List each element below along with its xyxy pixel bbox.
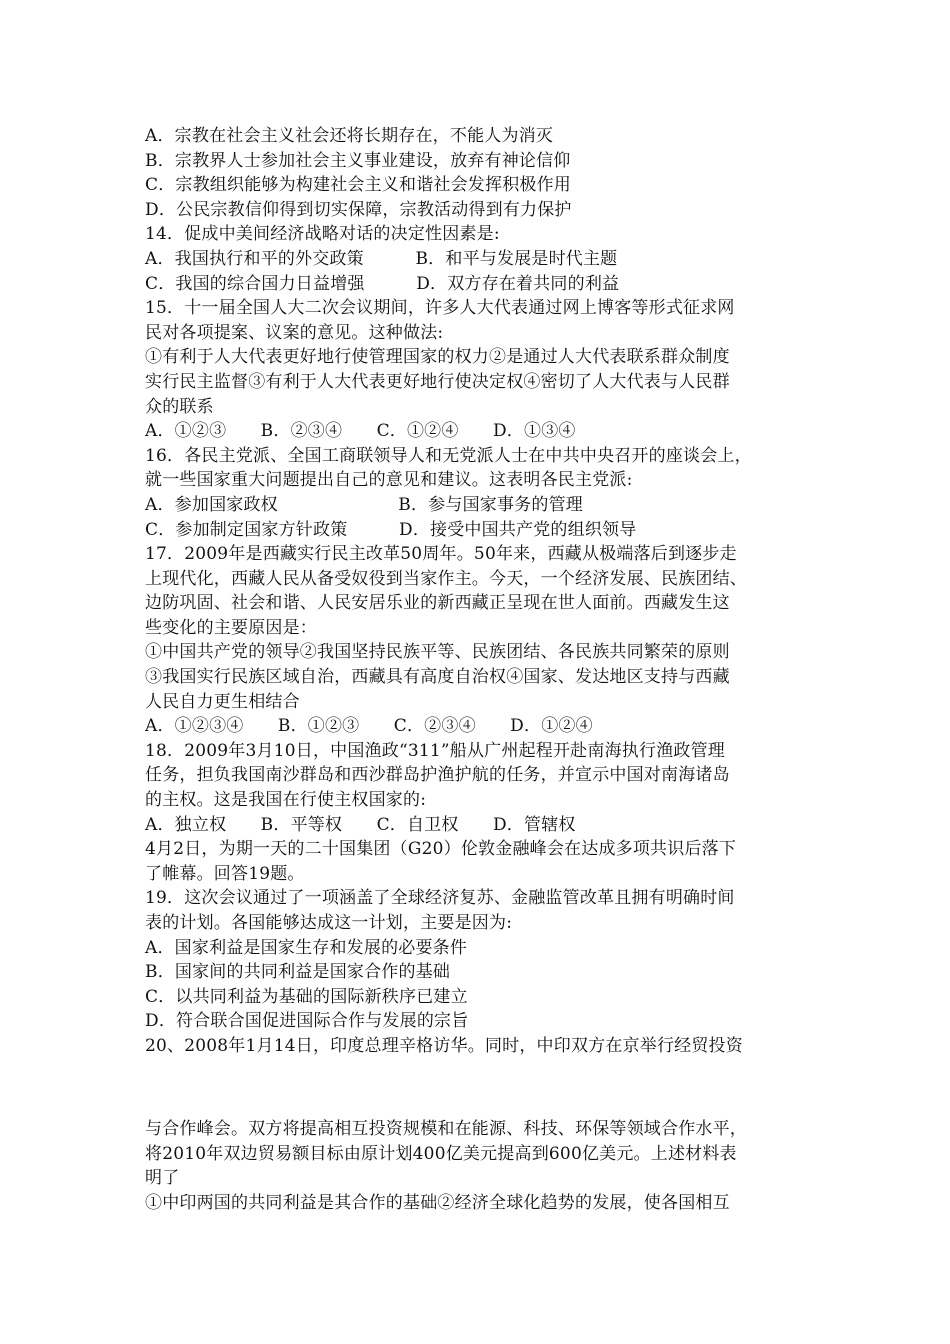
question-19-option-a: A．国家利益是国家生存和发展的必要条件: [145, 937, 468, 958]
question-20-stem: 与合作峰会。双方将提高相互投资规模和在能源、科技、环保等领域合作水平，: [145, 1119, 747, 1139]
question-16-options: C．参加制定国家方针政策 D．接受中国共产党的组织领导: [145, 519, 637, 540]
question-15-stem: 15．十一届全国人大二次会议期间，许多人大代表通过网上博客等形式征求网: [145, 298, 735, 319]
question-19-option-c: C．以共同利益为基础的国际新秩序已建立: [145, 986, 468, 1007]
question-15-statements: 实行民主监督③有利于人大代表更好地行使决定权④密切了人大代表与人民群: [145, 371, 730, 392]
question-20-statements: ①中印两国的共同利益是其合作的基础②经济全球化趋势的发展，使各国相互: [145, 1192, 730, 1213]
question-19-option-d: D．符合联合国促进国际合作与发展的宗旨: [145, 1011, 469, 1032]
question-20-stem: 明了: [145, 1168, 180, 1189]
question-20-stem: 将2010年双边贸易额目标由原计划400亿美元提高到600亿美元。上述材料表: [145, 1143, 737, 1164]
question-15-statements: 众的联系: [145, 396, 214, 417]
text-line: C．宗教组织能够为构建社会主义和谐社会发挥积极作用: [145, 175, 572, 196]
question-17-stem: 上现代化，西藏人民从备受奴役到当家作主。今天，一个经济发展、民族团结、: [145, 568, 747, 589]
question-16-options: A．参加国家政权 B．参与国家事务的管理: [145, 494, 583, 515]
question-16-stem: 16．各民主党派、全国工商联领导人和无党派人士在中共中央召开的座谈会上，: [145, 445, 752, 466]
text-line: A．宗教在社会主义社会还将长期存在，不能人为消灭: [145, 126, 554, 146]
question-14-options: A．我国执行和平的外交政策 B．和平与发展是时代主题: [145, 248, 618, 269]
question-17-stem: 边防巩固、社会和谐、人民安居乐业的新西藏正呈现在世人面前。西藏发生这: [145, 593, 730, 614]
text-line: D．公民宗教信仰得到切实保障，宗教活动得到有力保护: [145, 199, 572, 220]
question-15-statements: ①有利于人大代表更好地行使管理国家的权力②是通过人大代表联系群众制度: [145, 347, 730, 368]
question-19-stem: 表的计划。各国能够达成这一计划，主要是因为:: [145, 913, 513, 933]
question-17-statements: ①中国共产党的领导②我国坚持民族平等、民族团结、各民族共同繁荣的原则: [145, 642, 730, 663]
question-15-options: A．①②③ B．②③④ C．①②④ D．①③④: [145, 421, 576, 442]
question-16-stem: 就一些国家重大问题提出自己的意见和建议。这表明各民主党派:: [145, 470, 633, 491]
question-17-options: A．①②③④ B．①②③ C．②③④ D．①②④: [145, 716, 593, 737]
question-17-statements: ③我国实行民族区域自治，西藏具有高度自治权④国家、发达地区支持与西藏: [145, 667, 730, 688]
question-19-option-b: B．国家间的共同利益是国家合作的基础: [145, 962, 451, 983]
question-14-stem: 14．促成中美间经济战略对话的决定性因素是:: [145, 224, 500, 245]
question-15-stem: 民对各项提案、议案的意见。这种做法:: [145, 322, 444, 343]
question-18-options: A．独立权 B．平等权 C．自卫权 D．管辖权: [145, 814, 576, 835]
text-line: B．宗教界人士参加社会主义事业建设，放弃有神论信仰: [145, 150, 571, 171]
questions-block-top: [145, 124, 825, 1059]
question-17-stem: 17．2009年是西藏实行民主改革50周年。50年来，西藏从极端落后到逐步走: [145, 544, 737, 565]
question-17-stem: 些变化的主要原因是：: [145, 617, 317, 638]
question-17-statements: 人民自力更生相结合: [145, 691, 300, 712]
question-20-stem: 20、2008年1月14日，印度总理辛格访华。同时，中印双方在京举行经贸投资: [145, 1035, 743, 1056]
questions-block-bottom: [145, 1117, 825, 1215]
question-14-options: C．我国的综合国力日益增强 D．双方存在着共同的利益: [145, 273, 620, 294]
question-18-stem: 18．2009年3月10日，中国渔政“311”船从广州起程开赴南海执行渔政管理: [145, 740, 725, 761]
question-19-stem: 19．这次会议通过了一项涵盖了全球经济复苏、金融监管改革且拥有明确时间: [145, 888, 735, 909]
material-g20: 了帷幕。回答19题。: [145, 863, 305, 884]
question-18-stem: 任务，担负我国南沙群岛和西沙群岛护渔护航的任务，并宣示中国对南海诸岛: [145, 765, 730, 786]
material-g20: 4月2日，为期一天的二十国集团（G20）伦敦金融峰会在达成多项共识后落下: [145, 839, 737, 860]
question-18-stem: 的主权。这是我国在行使主权国家的:: [145, 790, 427, 811]
